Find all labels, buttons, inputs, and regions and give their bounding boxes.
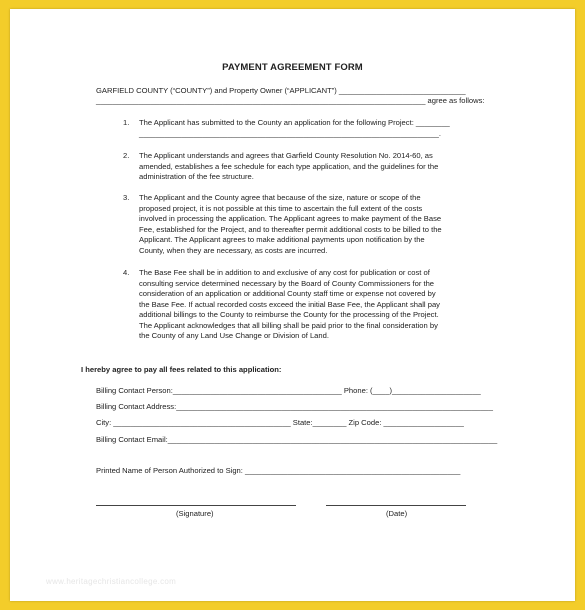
- form-title: PAYMENT AGREEMENT FORM: [222, 62, 363, 73]
- clause-line: consideration of an application or additional County staff time or expense not covered by: [139, 289, 436, 298]
- printed-name-field[interactable]: Printed Name of Person Authorized to Sign: ___________________________________________________: [96, 466, 461, 475]
- clause-line: amended, establishes a fee schedule for each type application, and the guidelines for the: [139, 161, 439, 171]
- signature-line[interactable]: [96, 505, 296, 506]
- billing-contact-address-field[interactable]: Billing Contact Address:___________________________________________________________________________: [96, 402, 493, 411]
- watermark-text: www.heritagechristiancollege.com: [46, 577, 177, 586]
- clause-number: 2.: [123, 151, 130, 160]
- clause-line: the County of any Land Use Change or Division of Land.: [139, 331, 329, 340]
- clause-number: 4.: [123, 268, 130, 277]
- date-line[interactable]: [326, 505, 466, 506]
- clause-line: The Applicant and the County agree that because of the size, nature or scope of the: [139, 193, 421, 202]
- clause-line: The Base Fee shall be in addition to and exclusive of any cost for publication or cost of: [139, 268, 430, 277]
- billing-contact-person-field[interactable]: Billing Contact Person:________________________________________ Phone: (____)_____________________: [96, 386, 481, 395]
- document-page: [10, 9, 575, 601]
- clause-line: The Applicant acknowledges that all billing shall be paid prior to the final consideration by: [139, 320, 438, 330]
- clause-line: additional billings to the County to reimburse the County for the processing of the Project.: [139, 310, 439, 319]
- clause-line: consulting service determined necessary by the Board of County Commissioners for the: [139, 278, 435, 288]
- clause-line: County, when they are necessary, as costs are incurred.: [139, 245, 328, 255]
- clause-line: administration of the fee structure.: [139, 172, 254, 181]
- clause-line: The Applicant understands and agrees that Garfield County Resolution No. 2014-60, as: [139, 151, 433, 160]
- signature-label: (Signature): [176, 509, 214, 518]
- intro-line-1: GARFIELD COUNTY (“COUNTY”) and Property Owner (“APPLICANT”) ______________________________: [96, 86, 466, 95]
- intro-line-2: ______________________________________________________________________________ agree as follows:: [96, 96, 485, 105]
- date-label: (Date): [386, 509, 408, 518]
- clause-line: the Base Fee. If actual recorded costs exceed the initial Base Fee, the Applicant shall pay: [139, 299, 440, 309]
- clause-line: The Applicant has submitted to the County an application for the following Project: ________: [139, 118, 450, 127]
- clause-line: Fee, established for the Project, and to thereafter permit additional costs to be billed to the: [139, 224, 442, 234]
- clause-line: involved in processing the application. The Applicant agrees to make payment of the Base: [139, 214, 442, 223]
- agree-heading: I hereby agree to pay all fees related to this application:: [81, 365, 282, 374]
- clause-number: 3.: [123, 193, 130, 202]
- clause-line: _______________________________________________________________________.: [139, 128, 441, 138]
- clause-line: Applicant. The Applicant agrees to make additional payments upon notification by the: [139, 235, 425, 244]
- clause-line: proposed project, it is not possible at this time to ascertain the full extent of the costs: [139, 203, 423, 213]
- clause-number: 1.: [123, 118, 130, 127]
- city-state-zip-field[interactable]: City: __________________________________________ State:________ Zip Code: ___________________: [96, 418, 464, 427]
- billing-contact-email-field[interactable]: Billing Contact Email:______________________________________________________________________________: [96, 435, 498, 444]
